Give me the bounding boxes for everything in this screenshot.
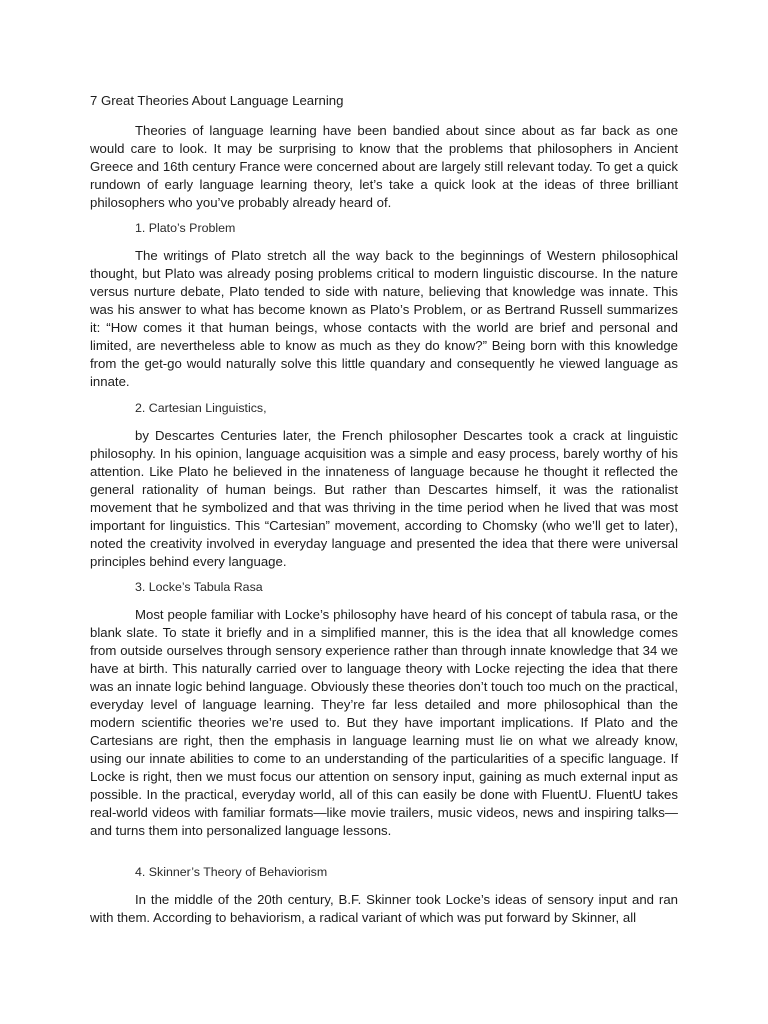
document-title: 7 Great Theories About Language Learning <box>90 93 344 108</box>
section-body-text: Most people familiar with Locke’s philosophy have heard of his concept of tabula rasa, or the blank slate. To state it briefly and in a simplified manner, this is the idea that all knowledge comes from outside ourselves through sensory experience rather than through innate knowledge that 34 we have at birth. This naturally carried over to language theory with Locke rejecting the idea that there was an innate logic behind language. Obviously these theories don’t touch too much on the practical, everyday level of language learning. They’re far less detailed and more philosophical than the modern scientific theories we’re used to. But they have important implications. If Plato and the Cartesians are right, then the emphasis in language learning must lie on what we already know, using our innate abilities to come to an understanding of the particularities of a specific language. If Locke is right, then we must focus our attention on sensory input, gaining as much external input as possible. In the practical, everyday world, all of this can easily be done with FluentU. FluentU takes real-world videos with familiar formats—like movie trailers, music videos, news and inspiring talks—and turns them into personalized language lessons. <box>90 607 678 838</box>
intro-paragraph <box>90 122 678 212</box>
section-body-text: In the middle of the 20th century, B.F. Skinner took Locke’s ideas of sensory input and ran with them. According to behaviorism, a radical variant of which was put forward by Skinner, all <box>90 892 678 925</box>
section-body-text: by Descartes Centuries later, the French philosopher Descartes took a crack at linguistic philosophy. In his opinion, language acquisition was a simple and easy process, barely worthy of his attention. Like Plato he believed in the innateness of language because he thought it reflected the general rationality of human beings. But rather than Descartes himself, it was the rationalist movement that he symbolized and that was thriving in the time period when he lived that was most important for linguistics. This “Cartesian” movement, according to Chomsky (who we’ll get to later), noted the creativity involved in everyday language and presented the idea that there were universal principles behind every language. <box>90 428 678 569</box>
intro-text: Theories of language learning have been bandied about since about as far back as one would care to look. It may be surprising to know that the problems that philosophers in Ancient Greece and 16th century France were concerned about are largely still relevant today. To get a quick rundown of early language learning theory, let’s take a quick look at the ideas of three brilliant philosophers who you’ve probably already heard of. <box>90 123 678 210</box>
section-body-lockes-tabula-rasa <box>90 606 678 840</box>
section-body-skinners-behaviorism <box>90 891 678 927</box>
section-heading-lockes-tabula-rasa: 3. Locke’s Tabula Rasa <box>135 580 263 594</box>
section-heading-platos-problem: 1. Plato’s Problem <box>135 221 236 235</box>
section-body-cartesian-linguistics <box>90 427 678 571</box>
section-body-platos-problem <box>90 247 678 391</box>
section-body-text: The writings of Plato stretch all the way back to the beginnings of Western philosophical thought, but Plato was already posing problems critical to modern linguistic discourse. In the nature versus nurture debate, Plato tended to side with nature, believing that knowledge was innate. This was his answer to what has become known as Plato’s Problem, or as Bertrand Russell summarizes it: “How comes it that human beings, whose contacts with the world are brief and personal and limited, are nevertheless able to know as much as they do know?” Being born with this knowledge from the get-go would naturally solve this little quandary and consequently he viewed language as innate. <box>90 248 678 389</box>
section-heading-cartesian-linguistics: 2. Cartesian Linguistics, <box>135 401 267 415</box>
section-heading-skinners-behaviorism: 4. Skinner’s Theory of Behaviorism <box>135 865 328 879</box>
